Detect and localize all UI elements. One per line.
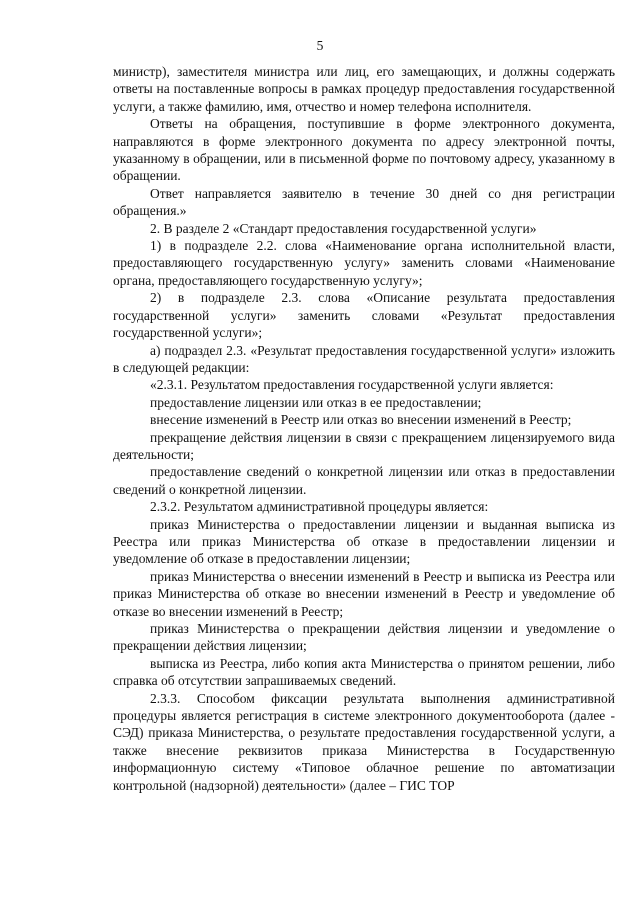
paragraph: Ответы на обращения, поступившие в форме электронного документа, направляются в форме электронного документа по адресу электронной почты, указанному в обращении, или в письменной форме по почтовому адресу, указанному в обращении. bbox=[113, 116, 615, 184]
paragraph: 2.3.3. Способом фиксации результата выполнения административной процедуры является регистрация в системе электронного документооборота (далее - СЭД) приказа Министерства, о результате предоставления государственной услуги, а также внесение реквизитов приказа Министерства в Государственную информационную систему «Типовое облачное решение по автоматизации контрольной (надзорной) деятельности» (далее – ГИС ТОР bbox=[113, 690, 615, 793]
list-item: выписка из Реестра, либо копия акта Министерства о принятом решении, либо справка об отсутствии запрашиваемых сведений. bbox=[113, 655, 615, 689]
section-heading: 2. В разделе 2 «Стандарт предоставления государственной услуги» bbox=[150, 220, 537, 236]
paragraph: 2.3.2. Результатом административной процедуры является: bbox=[150, 499, 489, 515]
paragraph: 1) в подразделе 2.2. слова «Наименование органа исполнительной власти, предоставляющего государственную услугу» заменить словами «Наименование органа, предоставляющего государственную услугу»; bbox=[113, 238, 615, 288]
list-item: предоставление сведений о конкретной лицензии или отказ в предоставлении сведений о конкретной лицензии. bbox=[113, 464, 615, 497]
paragraph: 2) в подразделе 2.3. слова «Описание результата предоставления государственной услуги» заменить словами «Результат предоставления государственной услуги»; bbox=[113, 290, 615, 341]
paragraph: министр), заместителя министра или лиц, его замещающих, и должны содержать ответы на поставленные вопросы в рамках процедур предоставления государственной услуги, а также фамилию, имя, отчество и номер телефона исполнителя. bbox=[113, 64, 615, 114]
list-item: приказ Министерства о предоставлении лицензии и выданная выписка из Реестра или приказ Министерства об отказе в предоставлении лицензии и уведомление об отказе в предоставлении лицензии; bbox=[113, 516, 615, 567]
paragraph: а) подраздел 2.3. «Результат предоставления государственной услуги» изложить в следующей редакции: bbox=[113, 342, 615, 375]
list-item: приказ Министерства о внесении изменений в Реестр и выписка из Реестра или приказ Министерства об отказе во внесении изменений в Реестр и уведомление об отказе во внесении изменений в Реестр; bbox=[113, 568, 615, 619]
list-item: внесение изменений в Реестр или отказ во внесении изменений в Реестр; bbox=[150, 412, 572, 428]
list-item: приказ Министерства о прекращении действия лицензии и уведомление о прекращении действия лицензии; bbox=[113, 621, 615, 654]
paragraph: Ответ направляется заявителю в течение 30 дней со дня регистрации обращения.» bbox=[113, 185, 615, 219]
list-item: прекращение действия лицензии в связи с прекращением лицензируемого вида деятельности; bbox=[113, 429, 615, 462]
paragraph: «2.3.1. Результатом предоставления государственной услуги является: bbox=[150, 377, 554, 393]
list-item: предоставление лицензии или отказ в ее предоставлении; bbox=[150, 394, 482, 410]
page-number: 5 bbox=[316, 38, 324, 53]
document-body bbox=[113, 63, 615, 794]
